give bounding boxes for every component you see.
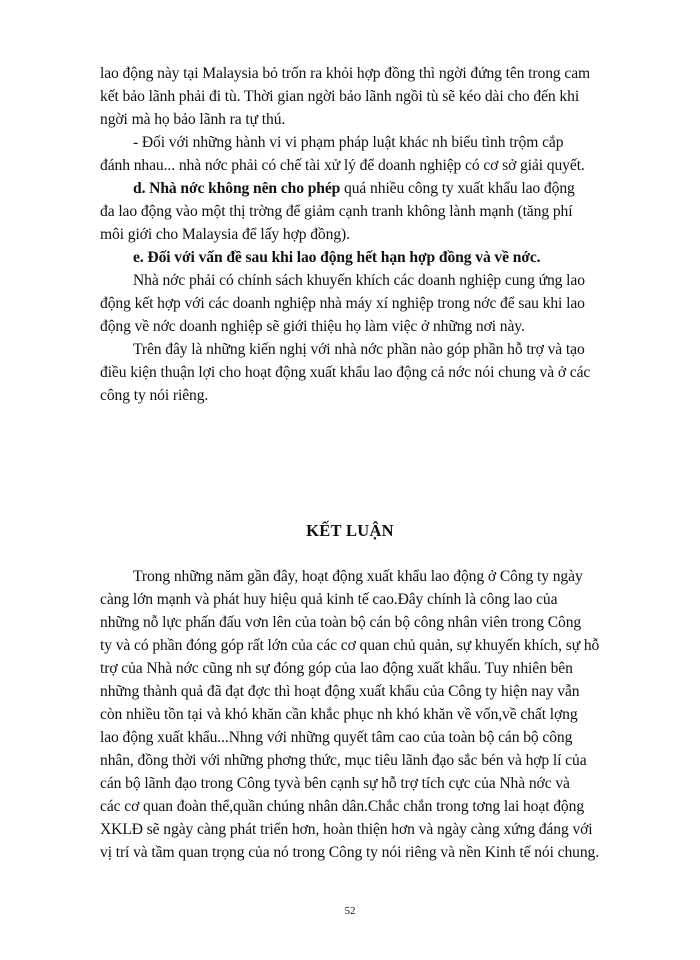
- conclusion-line: XKLĐ sẽ ngày càng phát triển hơn, hoàn thiện hơn và ngày càng xứng đáng với: [100, 821, 593, 838]
- conclusion-line: ty và có phần đóng góp rất lớn của các cơ quan chủ quản, sự khuyến khích, sự hỗ: [100, 637, 600, 654]
- paragraph-line: Trên đây là những kiến nghị với nhà nớc phần nào góp phần hỗ trợ và tạo: [133, 341, 585, 358]
- conclusion-line: trợ của Nhà nớc cũng nh sự đóng góp của lao động xuất khẩu. Tuy nhiên bên: [100, 660, 573, 677]
- paragraph-line: điều kiện thuận lợi cho hoạt động xuất khẩu lao động cả nớc nói chung và ở các: [100, 364, 591, 381]
- section-d-rest: quá nhiều công ty xuất khẩu lao động: [340, 180, 575, 197]
- section-d-heading: [133, 179, 575, 199]
- page-number: 52: [344, 905, 356, 917]
- paragraph-line: kết bảo lãnh phải đi tù. Thời gian ngời bảo lãnh ngồi tù sẽ kéo dài cho đến khi: [100, 88, 580, 105]
- conclusion-line: cán bộ lãnh đạo trong Công tyvà bên cạnh sự hỗ trợ tích cực của Nhà nớc và: [100, 775, 570, 792]
- conclusion-title: KẾT LUẬN: [306, 521, 394, 540]
- conclusion-line: vị trí và tầm quan trọng của nó trong Công ty nói riêng và nền Kinh tế nói chung.: [100, 844, 600, 861]
- paragraph-line: công ty nói riêng.: [100, 387, 209, 404]
- paragraph-line: động về nớc doanh nghiệp sẽ giới thiệu họ làm việc ở những nơi này.: [100, 318, 525, 335]
- paragraph-line: động kết hợp với các doanh nghiệp nhà máy xí nghiệp trong nớc để sau khi lao: [100, 295, 585, 312]
- conclusion-line: còn nhiều tồn tại và khó khăn cần khắc phục nh khó khăn về vốn,về chất lợng: [100, 706, 578, 723]
- conclusion-line: càng lớn mạnh và phát huy hiệu quả kinh tế cao.Đây chính là công lao của: [100, 591, 558, 608]
- section-e-heading: e. Đối với vấn đề sau khi lao động hết hạn hợp đồng và về nớc.: [133, 249, 541, 266]
- conclusion-line: các cơ quan đoàn thể,quần chúng nhân dân.Chắc chắn trong tơng lai hoạt động: [100, 798, 585, 815]
- conclusion-line: những thành quả đã đạt đợc thì hoạt động xuất khẩu của Công ty hiện nay vẫn: [100, 683, 580, 700]
- conclusion-line: nhân, đồng thời với những phơng thức, mục tiêu lãnh đạo sắc bén và hợp lí của: [100, 752, 587, 769]
- paragraph-line: lao động này tại Malaysia bỏ trốn ra khỏi hợp đồng thì ngời đứng tên trong cam: [100, 65, 591, 82]
- conclusion-line: lao động xuất khẩu...Nhng với những quyết tâm cao của toàn bộ cán bộ công: [100, 729, 573, 746]
- paragraph-line: Nhà nớc phải có chính sách khuyến khích các doanh nghiệp cung ứng lao: [133, 272, 585, 289]
- conclusion-line: Trong những năm gần đây, hoạt động xuất khẩu lao động ở Công ty ngày: [133, 568, 583, 585]
- paragraph-line: đánh nhau... nhà nớc phải có chế tài xử lý để doanh nghiệp có cơ sở giải quyết.: [100, 157, 585, 174]
- section-d-bold: d. Nhà nớc không nên cho phép: [133, 180, 341, 197]
- conclusion-line: những nỗ lực phấn đấu vơn lên của toàn bộ cán bộ công nhân viên trong Công: [100, 614, 582, 631]
- paragraph-line: môi giới cho Malaysia để lấy hợp đồng).: [100, 226, 350, 243]
- paragraph-line: - Đối với những hành vi vi phạm pháp luật khác nh biểu tình trộm cắp: [133, 134, 564, 151]
- paragraph-line: ngời mà họ bảo lãnh ra tự thú.: [100, 111, 286, 128]
- paragraph-line: đa lao động vào một thị trờng để giảm cạnh tranh không lành mạnh (tăng phí: [100, 203, 573, 220]
